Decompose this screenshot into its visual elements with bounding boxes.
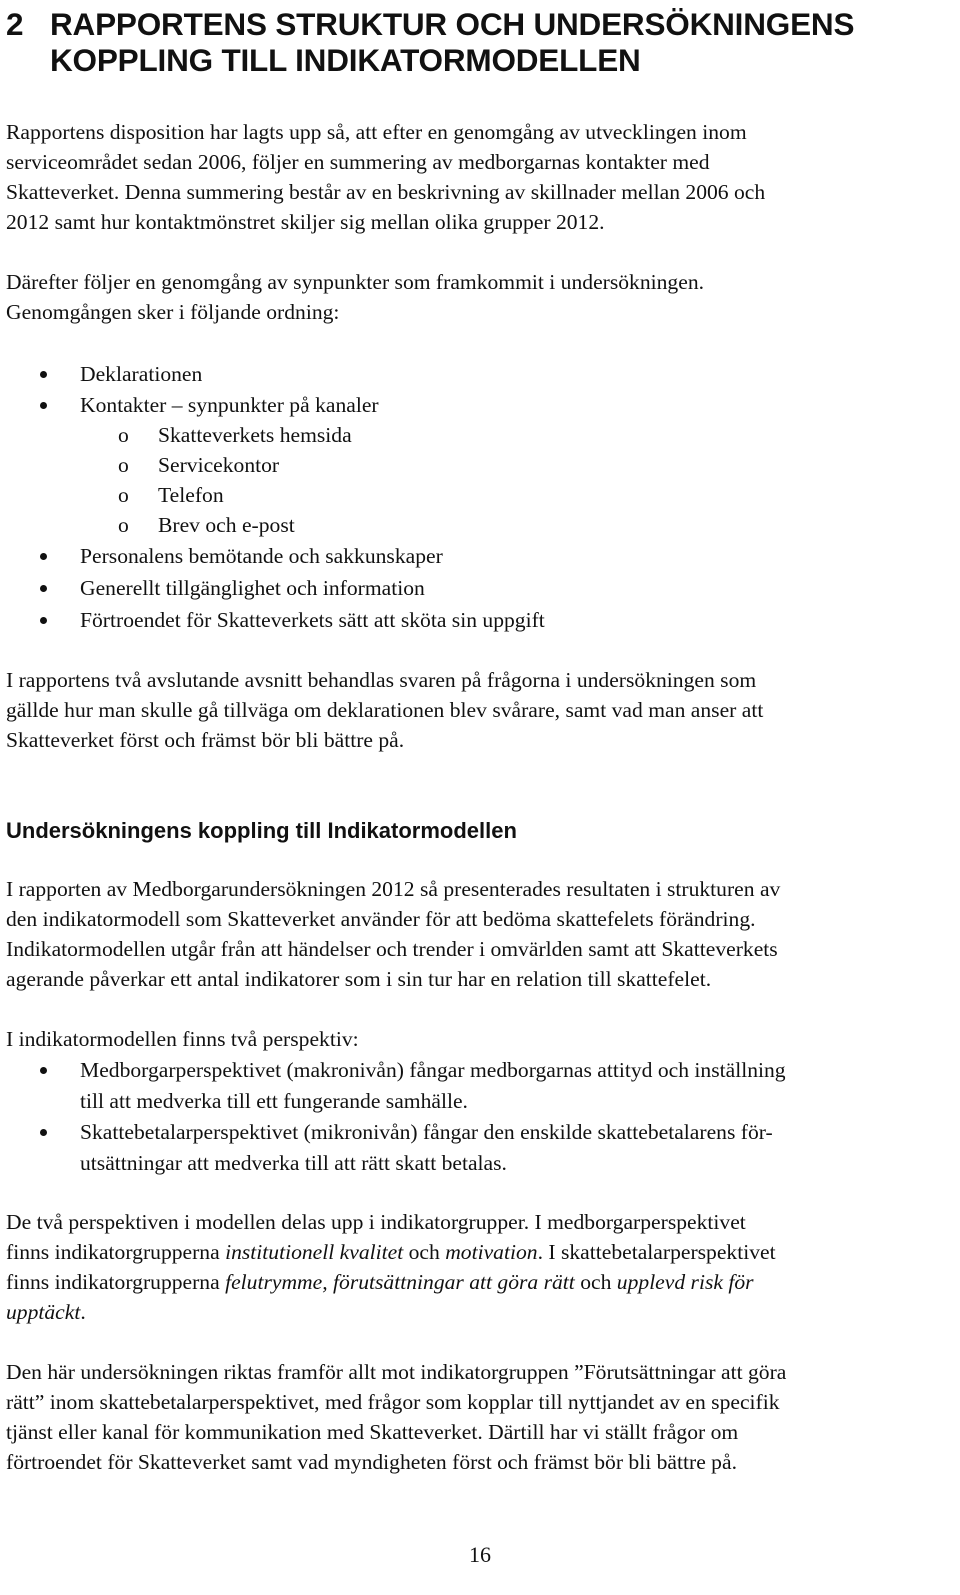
- paragraph-undersokningen: [6, 1357, 954, 1477]
- bullet-icon: [40, 402, 47, 409]
- list-item-line: Skattebetalarperspektivet (mikronivån) fångar den enskilde skattebetalarens för-: [80, 1120, 773, 1144]
- sub-list-item: Skatteverkets hemsida: [158, 423, 352, 447]
- text-line: tjänst eller kanal för kommunikation med Skatteverket. Därtill har vi ställt frågor om: [6, 1420, 739, 1444]
- paragraph-genomgang: [6, 267, 954, 327]
- sub-list-item: Servicekontor: [158, 453, 280, 477]
- paragraph-avslutande: [6, 665, 954, 755]
- text-line: rätt” inom skattebetalarperspektivet, med frågor som kopplar till nyttjandet av en specifik: [6, 1390, 780, 1414]
- text-line: Skatteverket först och främst bör bli bättre på.: [6, 728, 405, 752]
- sub-bullet-icon: o: [118, 423, 129, 447]
- text-line: agerande påverkar ett antal indikatorer som i sin tur har en relation till skattefelet.: [6, 967, 712, 991]
- chapter-title-line-1: RAPPORTENS STRUKTUR OCH UNDERSÖKNINGENS: [50, 6, 855, 42]
- italic-term: upplevd risk för: [616, 1270, 754, 1294]
- chapter-title-line-2: KOPPLING TILL INDIKATORMODELLEN: [50, 42, 641, 78]
- text-line: I rapporten av Medborgarundersökningen 2012 så presenterades resultaten i strukturen av: [6, 877, 781, 901]
- paragraph-indikatormodell: [6, 874, 954, 994]
- list-item: Generellt tillgänglighet och information: [80, 576, 425, 600]
- text-line: gällde hur man skulle gå tillväga om deklarationen blev svårare, samt vad man anser att: [6, 698, 764, 722]
- text-line: I indikatormodellen finns två perspektiv:: [6, 1027, 359, 1051]
- text-line: I rapportens två avslutande avsnitt behandlas svaren på frågorna i undersökningen som: [6, 668, 757, 692]
- list-item: Personalens bemötande och sakkunskaper: [80, 544, 443, 568]
- text-line: upptäckt.: [6, 1300, 86, 1324]
- chapter-number: 2: [6, 6, 24, 42]
- text-line: serviceområdet sedan 2006, följer en summering av medborgarnas kontakter med: [6, 150, 710, 174]
- italic-term: institutionell kvalitet: [225, 1240, 404, 1264]
- text-line: finns indikatorgrupperna felutrymme, förutsättningar att göra rätt och upplevd risk för: [6, 1270, 754, 1294]
- list-item-line: Medborgarperspektivet (makronivån) fångar medborgarnas attityd och inställning: [80, 1058, 786, 1082]
- list-item: Kontakter – synpunkter på kanaler: [80, 393, 379, 417]
- list-item-line: utsättningar att medverka till att rätt skatt betalas.: [80, 1151, 507, 1175]
- sub-bullet-icon: o: [118, 513, 129, 537]
- text-line: Genomgången sker i följande ordning:: [6, 300, 340, 324]
- text-line: förtroendet för Skatteverket samt vad myndigheten först och främst bör bli bättre på.: [6, 1450, 737, 1474]
- paragraph-perspektiv-intro: [6, 1024, 954, 1054]
- paragraph-indikatorgrupper: [6, 1207, 954, 1327]
- bullet-icon: [40, 371, 47, 378]
- text-line: Därefter följer en genomgång av synpunkter som framkommit i undersökningen.: [6, 270, 705, 294]
- sub-list-item: Brev och e-post: [158, 513, 295, 537]
- text-line: Skatteverket. Denna summering består av en beskrivning av skillnader mellan 2006 och: [6, 180, 766, 204]
- bullet-icon: [40, 1129, 47, 1136]
- bullet-icon: [40, 617, 47, 624]
- bullet-icon: [40, 1067, 47, 1074]
- text-line: Rapportens disposition har lagts upp så, att efter en genomgång av utvecklingen inom: [6, 120, 747, 144]
- text-line: Indikatormodellen utgår från att händelser och trender i omvärlden samt att Skatteverkets: [6, 937, 778, 961]
- text-line: den indikatormodell som Skatteverket använder för att bedöma skattefelets förändring.: [6, 907, 756, 931]
- list-item-line: till att medverka till ett fungerande samhälle.: [80, 1089, 468, 1113]
- text-line: 2012 samt hur kontaktmönstret skiljer sig mellan olika grupper 2012.: [6, 210, 605, 234]
- text-line: Den här undersökningen riktas framför allt mot indikatorgruppen ”Förutsättningar att göra: [6, 1360, 787, 1384]
- italic-term: upptäckt: [6, 1300, 81, 1324]
- bullet-icon: [40, 585, 47, 592]
- text-line: finns indikatorgrupperna institutionell kvalitet och motivation. I skattebetalarperspektivet: [6, 1240, 776, 1264]
- list-item: Deklarationen: [80, 362, 203, 386]
- italic-term: felutrymme, förutsättningar att göra rätt: [225, 1270, 575, 1294]
- page-number: 16: [469, 1542, 491, 1567]
- paragraph-disposition: [6, 117, 954, 237]
- bullet-icon: [40, 553, 47, 560]
- text-line: De två perspektiven i modellen delas upp i indikatorgrupper. I medborgarperspektivet: [6, 1210, 746, 1234]
- section-subheading: Undersökningens koppling till Indikatormodellen: [6, 818, 517, 843]
- italic-term: motivation: [445, 1240, 538, 1264]
- sub-bullet-icon: o: [118, 453, 129, 477]
- list-item: Förtroendet för Skatteverkets sätt att sköta sin uppgift: [80, 608, 545, 632]
- sub-list-item: Telefon: [158, 483, 224, 507]
- sub-bullet-icon: o: [118, 483, 129, 507]
